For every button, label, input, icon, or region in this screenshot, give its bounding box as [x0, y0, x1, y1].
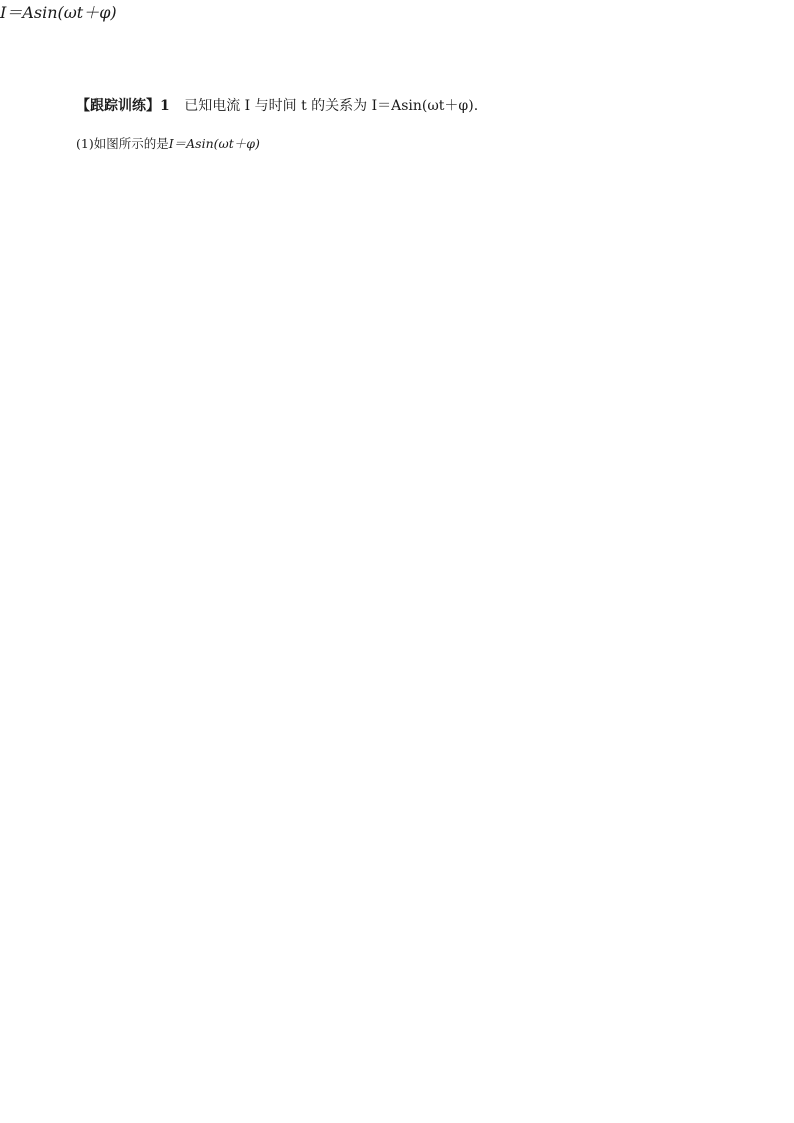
- q1-expr: I＝Asin(ωt＋φ): [0, 3, 117, 22]
- training1-heading: 【跟踪训练】1: [76, 98, 170, 114]
- training1-intro-line: [76, 96, 478, 116]
- training1-q1-line1: [76, 134, 260, 154]
- training1-intro: 已知电流 I 与时间 t 的关系为 I＝Asin(ωt＋φ).: [184, 98, 479, 114]
- q1-expr: I＝Asin(ωt＋φ): [168, 136, 260, 151]
- q1-text-a: (1)如图所示的是: [76, 136, 169, 151]
